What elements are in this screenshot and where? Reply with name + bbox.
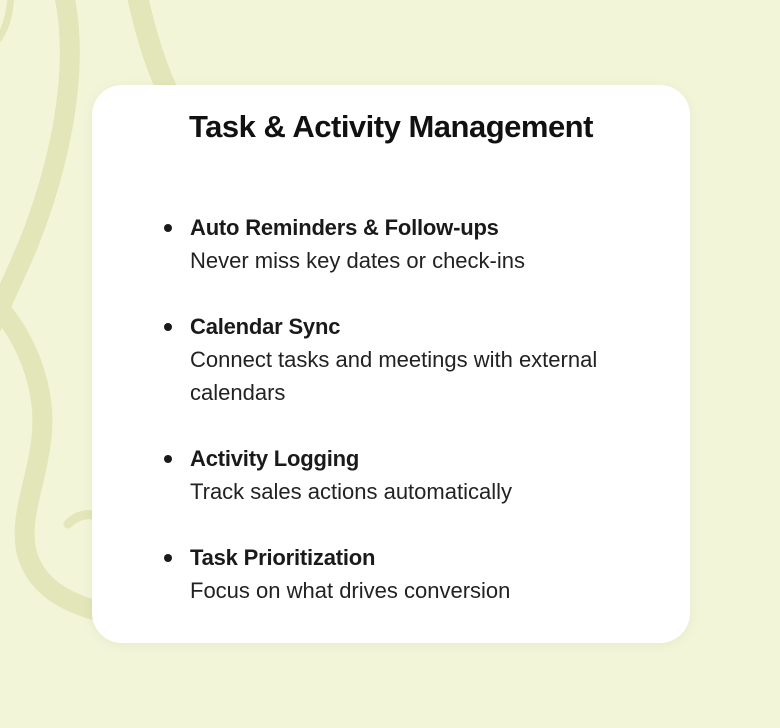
feature-card [92, 85, 690, 643]
list-item [164, 310, 660, 409]
item-description: Focus on what drives conversion [190, 578, 511, 603]
item-description: Never miss key dates or check-ins [190, 248, 525, 273]
card-title: Task & Activity Management [189, 109, 593, 144]
leaf-dash-curve [68, 515, 93, 524]
feature-list [92, 211, 690, 607]
left-sweep-curve [0, 0, 70, 330]
item-heading-row [164, 310, 660, 343]
item-heading: Task Prioritization [190, 545, 376, 570]
item-heading: Calendar Sync [190, 314, 341, 339]
stem-curve [0, 298, 94, 610]
item-description: Track sales actions automatically [190, 479, 512, 504]
bullet-icon [164, 224, 172, 232]
item-heading-row [164, 442, 660, 475]
item-heading-row [164, 211, 660, 244]
item-heading: Activity Logging [190, 446, 360, 471]
item-heading-row [164, 541, 660, 574]
item-heading: Auto Reminders & Follow-ups [190, 215, 499, 240]
list-item [164, 541, 660, 607]
bullet-icon [164, 323, 172, 331]
list-item [164, 442, 660, 508]
list-item [164, 211, 660, 277]
item-description: Connect tasks and meetings with external calendars [190, 347, 598, 405]
top-band-curve [136, 0, 167, 90]
bullet-icon [164, 455, 172, 463]
bullet-icon [164, 554, 172, 562]
corner-arc-curve [0, 0, 11, 44]
